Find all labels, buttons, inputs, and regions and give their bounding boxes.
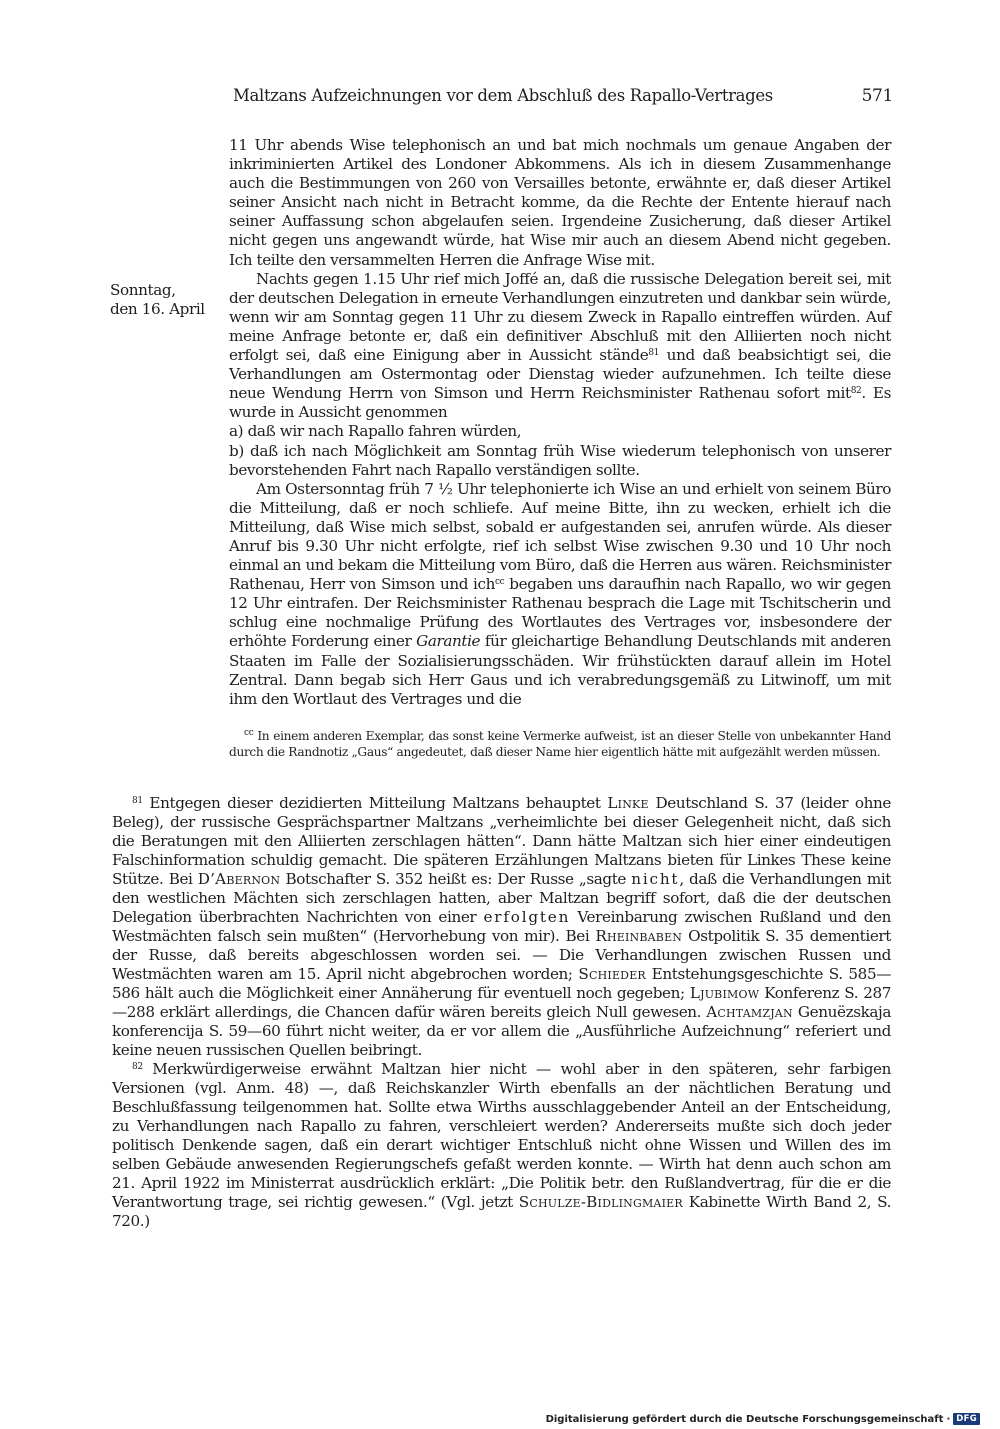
- margin-note-line: Sonntag,: [110, 281, 176, 299]
- list-item: b) daß ich nach Möglichkeit am Sonntag früh Wise wiederum telephonisch von unserer bevorstehenden Fahrt nach Rapallo verständigen sollte.: [229, 441, 891, 479]
- footnote-text: Merkwürdigerweise erwähnt Maltzan hier nicht — wohl aber in den späteren, sehr farbigen Versionen (vgl. Anm. 48) —, daß Reichskanzler Wirth ebenfalls an der nächtlichen Beratung und Beschlußfassung teilgenommen hat. Sollte etwa Wirths ausschlaggebender Anteil an der Entscheidung, zu Verhandlungen nach Rapallo zu fahren, verschleiert werden? Andererseits mußte sich doch jeder politisch Denkende sagen, daß ein derart wichtiger Entschluß nicht ohne Wissen und Willen des im selben Gebäude anwesenden Regierungschefs gefaßt werden konnte. — Wirth hat denn auch schon am 21. April 1922 im Ministerrat ausdrücklich erklärt: „Die Politik betr. den Rußlandvertrag, für die er die Verantwortung trage, sei richtig gewesen.“ (Vgl. jetzt: [112, 1060, 891, 1211]
- margin-note-line: den 16. April: [110, 300, 205, 319]
- footnote-text: Entgegen dieser dezidierten Mitteilung Maltzans behauptet: [142, 794, 608, 812]
- annotation-note: [229, 729, 891, 761]
- paragraph-text: Nachts gegen 1.15 Uhr rief mich Joffé an, daß die russische Delegation bereit sei, mit der deutschen Delegation in erneute Verhandlungen einzutreten und dankbar sein würde, wenn wir am Sonntag gegen 11 Uhr zu diesem Zweck in Rapallo eintreffen würden. Auf meine Anfrage betonte er, daß ein definitiver Abschluß mit den Alliierten noch nicht erfolgt sei, daß eine Einigung aber in Aussicht stände: [229, 269, 891, 365]
- paragraph-text: Am Ostersonntag früh 7 ½ Uhr telephonierte ich Wise an und erhielt von seinem Büro die Mitteilung, daß er noch schliefe. Auf meine Bitte, ihn zu wecken, erhielt ich die Mitteilung, daß Wise mich selbst, sobald er aufgestanden sei, anrufen würde. Als dieser Anruf bis 9.30 Uhr nicht erfolgte, rief ich selbst Wise zwischen 9.30 und 10 Uhr noch einmal an und bekam die Mitteilung vom Büro, daß die Herren aus wären. Reichsminister Rathenau, Herr von Simson und ich: [229, 479, 891, 594]
- credit-separator: ·: [946, 1413, 951, 1425]
- author-name: Ljubimow: [689, 984, 760, 1002]
- annotation-ref: cc: [495, 577, 505, 588]
- footnote-text: Kabinette Wirth Band 2, S. 720.): [112, 1193, 891, 1230]
- footnote-ref: 81: [648, 348, 659, 359]
- paragraph-text: und daß beabsichtigt sei, die Verhandlungen am Ostermontag oder Dienstag wieder aufzunehmen. Ich teilte diese neue Wendung Herrn von Simson und Herrn Reichsminister Rathenau sofort mit: [229, 346, 891, 403]
- footnote-text: Vereinbarung zwischen Rußland und den Westmächten falsch sein mußten“ (Hervorhebung von mir). Bei: [112, 908, 891, 945]
- footnote-text: Deutschland S. 37 (leider ohne Beleg), der russische Gesprächspartner Maltzans „verheimlichte bei dieser Gelegenheit nicht, daß sich die Beratungen mit den Alliierten zerschlagen hätten“. Dann hätte Maltzan sich hier einer eindeutigen Falschinformation schuldig gemacht. Die späteren Erzählungen Maltzans bieten für Linkes These keine Stütze. Bei: [112, 794, 892, 888]
- margin-date-note: [110, 281, 230, 319]
- author-name: Schulze-Bidlingmaier: [518, 1193, 683, 1211]
- dfg-logo-icon: DFG: [953, 1413, 980, 1425]
- annotation-paragraph: [229, 729, 891, 761]
- paragraph: [229, 480, 891, 709]
- footnote-ref: 82: [850, 386, 862, 397]
- annotation-text: In einem anderen Exemplar, das sonst keine Vermerke aufweist, ist an dieser Stelle von unbekannter Hand durch die Randnotiz „Gaus“ angedeutet, daß dieser Name hier eigentlich hätte mit aufgezählt werden müssen.: [229, 729, 891, 759]
- spaced-emphasis: erfolgten: [483, 908, 571, 926]
- paragraph-text: 11 Uhr abends Wise telephonisch an und bat mich nochmals um genaue Angaben der inkriminierten Artikel des Londoner Abkommens. Als ich in diesem Zusammenhange auch die Bestimmungen von 260 von Versailles betonte, erwähnte er, daß dieser Artikel seiner Ansicht nach nicht in Betracht komme, da die Rechte der Entente hierauf nach seiner Auffassung schon abgelaufen seien. Irgendeine Zusicherung, daß dieser Artikel nicht gegen uns angewandt würde, hat Wise mir auch an diesem Abend nicht gegeben. Ich teilte den versammelten Herren die Anfrage Wise mit.: [229, 136, 891, 269]
- paragraph: [229, 270, 891, 423]
- footnote-text: Ostpolitik S. 35 dementiert der Russe, daß bereits abgeschlossen worden sei. — Die Verhandlungen zwischen Russen und Westmächten waren am 15. April nicht abgebrochen worden;: [112, 927, 891, 983]
- footnote-text: Konferenz S. 287—288 erklärt allerdings, die Chancen dafür wären bereits gleich Null gewesen.: [112, 984, 891, 1021]
- paragraph-text: für gleichartige Behandlung Deutschlands mit anderen Staaten im Falle der Sozialisierungsschäden. Wir frühstückten darauf allein im Hotel Zentral. Dann begab sich Herr Gaus und ich verabredungsgemäß zu Litwinoff, um mit ihm den Wortlaut des Vertrages und die: [229, 632, 891, 708]
- footnote-82: [112, 1060, 891, 1231]
- footnote-81: [112, 794, 891, 1060]
- footnote-text: , daß die Verhandlungen mit den westlichen Mächten sich zerschlagen hatten, aber Maltzan begriff sofort, daß die der deutschen Delegation überbrachten Nachrichten von einer: [112, 870, 891, 926]
- annotation-marker: cc: [244, 728, 254, 738]
- footnotes: [112, 794, 891, 1231]
- spaced-emphasis: nicht: [631, 870, 680, 888]
- footnote-text: Botschafter S. 352 heißt es: Der Russe „sagte: [280, 870, 632, 888]
- footnote-marker: 82: [132, 1062, 143, 1072]
- footnote-text: Entstehungsgeschichte S. 585—586 hält auch die Möglichkeit einer Annäherung für eventuell noch gegeben;: [112, 965, 891, 1002]
- author-name: Schieder: [578, 965, 646, 983]
- author-name: Rheinbaben: [595, 927, 683, 945]
- page-number: 571: [861, 86, 893, 106]
- paragraph-text: . Es wurde in Aussicht genommen: [229, 384, 892, 422]
- author-name: Linke: [607, 794, 649, 812]
- credit-text: Digitalisierung gefördert durch die Deutsche Forschungsgemeinschaft: [545, 1413, 944, 1425]
- emphasis: Garantie: [416, 632, 481, 651]
- list-item: a) daß wir nach Rapallo fahren würden,: [229, 422, 522, 441]
- paragraph-text: begaben uns daraufhin nach Rapallo, wo wir gegen 12 Uhr eintrafen. Der Reichsminister Rathenau besprach die Lage mit Tschitscherin und schlug eine nochmalige Prüfung des Wortlautes des Vertrages vor, insbesondere der erhöhte Forderung einer: [229, 575, 891, 651]
- footnote-text: Genuëzskaja konferencija S. 59—60 führt nicht weiter, da er vor allem die „Ausführliche Aufzeichnung“ referiert und keine neuen russischen Quellen beibringt.: [112, 1003, 892, 1059]
- main-text: [229, 136, 891, 709]
- paragraph: [229, 136, 891, 270]
- author-name: D’Abernon: [197, 870, 281, 888]
- author-name: Achtamzjan: [706, 1003, 793, 1021]
- running-title: Maltzans Aufzeichnungen vor dem Abschluß des Rapallo-Vertrages: [233, 86, 773, 105]
- footnote-marker: 81: [132, 796, 143, 806]
- digitization-credit: [546, 1413, 980, 1425]
